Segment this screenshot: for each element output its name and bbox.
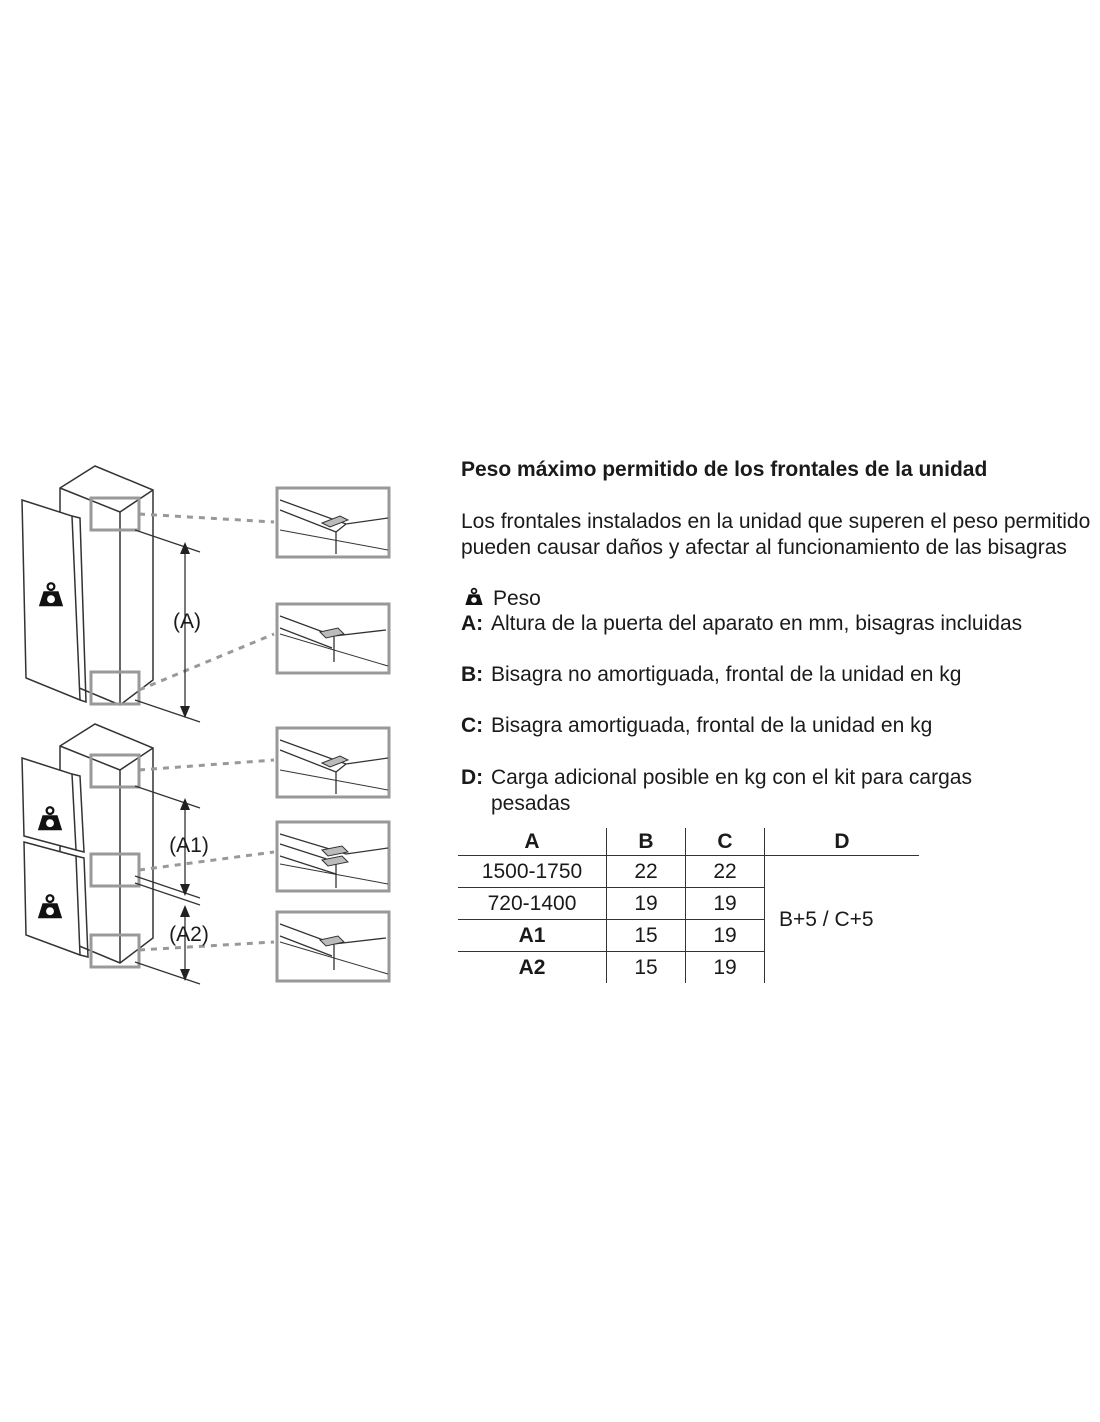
weight-icon	[461, 587, 487, 607]
table-header-d: D	[765, 828, 920, 856]
table-cell: 22	[607, 856, 686, 888]
dimension-label-a: (A)	[173, 610, 201, 633]
table-header-c: C	[686, 828, 765, 856]
legend-b-text: Bisagra no amortiguada, frontal de la unidad en kg	[491, 663, 962, 686]
hinge-detail-icon	[277, 488, 389, 557]
single-door-appliance	[22, 466, 153, 705]
table-cell: 15	[607, 920, 686, 952]
legend-b	[461, 662, 1081, 688]
table-cell: 19	[686, 952, 765, 984]
table-cell: 19	[607, 888, 686, 920]
table-cell-d: B+5 / C+5	[765, 856, 920, 984]
table-cell: A1	[458, 920, 607, 952]
dimension-label-a2: (A2)	[169, 923, 209, 946]
table-cell: 19	[686, 920, 765, 952]
table-cell: 720-1400	[458, 888, 607, 920]
legend-weight	[461, 586, 1081, 612]
legend-c	[461, 713, 1081, 739]
legend-b-key: B:	[461, 663, 484, 686]
legend-d	[461, 765, 1081, 816]
table-header-row	[458, 828, 919, 856]
legend-d-text: Carga adicional posible en kg con el kit para cargas pesadas	[491, 766, 972, 815]
table-cell: 1500-1750	[458, 856, 607, 888]
legend-weight-label: Peso	[493, 587, 541, 610]
hinge-detail-icon	[277, 728, 389, 797]
intro-paragraph: Los frontales instalados en la unidad que superen el peso permitido pueden causar daños y afectar al funcionamiento de las bisagras	[461, 510, 1091, 559]
table-cell: A2	[458, 952, 607, 984]
hinge-detail-icon	[277, 822, 389, 891]
legend-a-text: Altura de la puerta del aparato en mm, bisagras incluidas	[491, 612, 1023, 635]
section-heading: Peso máximo permitido de los frontales de la unidad	[461, 458, 988, 481]
hinge-detail-icon	[277, 604, 389, 673]
legend-d-key: D:	[461, 766, 484, 789]
table-header-a: A	[524, 829, 540, 853]
table-cell: 15	[607, 952, 686, 984]
hinge-detail-icon	[277, 912, 389, 981]
legend-c-key: C:	[461, 714, 484, 737]
legend-a-key: A:	[461, 612, 484, 635]
legend-a	[461, 611, 1081, 637]
legend-c-text: Bisagra amortiguada, frontal de la unidad en kg	[491, 714, 933, 737]
table-cell: 22	[686, 856, 765, 888]
table-header-b: B	[607, 828, 686, 856]
dimension-label-a1: (A1)	[169, 834, 209, 857]
table-row	[458, 856, 919, 888]
installation-diagram	[0, 450, 450, 1000]
weight-table	[458, 828, 919, 983]
double-door-appliance	[22, 724, 153, 963]
table-cell: 19	[686, 888, 765, 920]
